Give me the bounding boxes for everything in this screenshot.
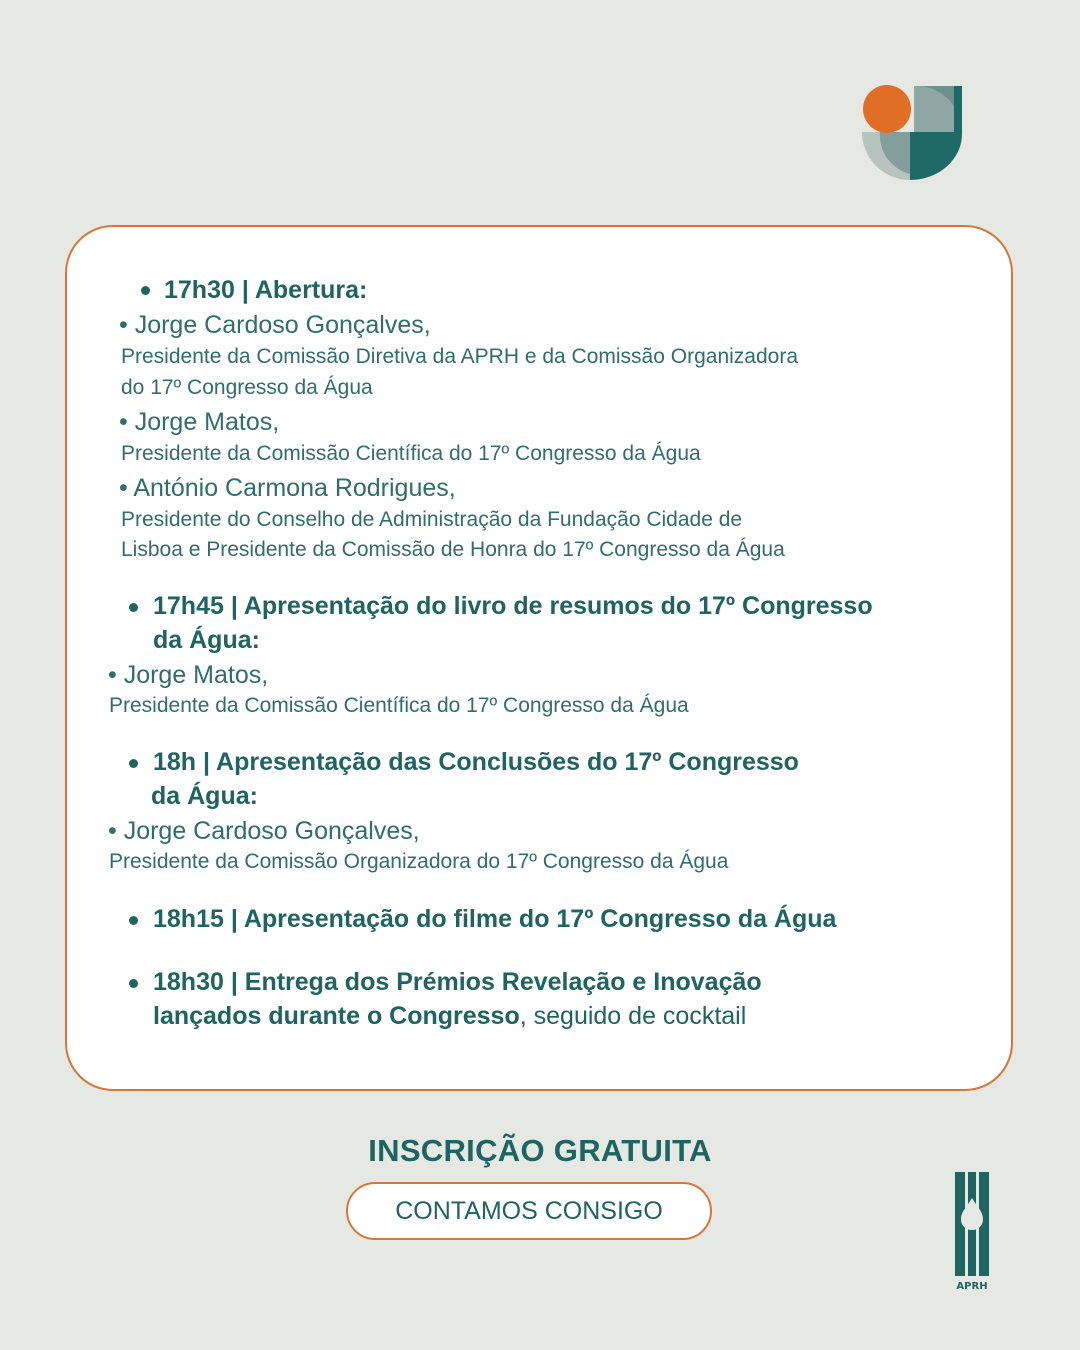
session-5-title-line-2 — [153, 1002, 746, 1031]
session-4-title: 18h15 | Apresentação do filme do 17º Congresso da Água — [153, 905, 837, 933]
session-2-speaker-role: Presidente da Comissão Científica do 17º Congresso da Água — [109, 694, 689, 717]
registration-title: INSCRIÇÃO GRATUITA — [368, 1133, 712, 1168]
session-2-speaker-name: • Jorge Matos, — [108, 661, 269, 689]
bullet-icon — [129, 603, 138, 612]
aprh-logo-text: APRH — [956, 1281, 988, 1292]
bullet-icon — [129, 979, 138, 988]
session-2-title-line-1: 17h45 | Apresentação do livro de resumos do 17º Congresso — [153, 592, 873, 620]
session-1-speaker-2-role: Presidente da Comissão Científica do 17º Congresso da Água — [121, 442, 701, 465]
session-3-title-line-2: da Água: — [151, 782, 258, 810]
session-1-speaker-3-name: • António Carmona Rodrigues, — [119, 474, 456, 502]
bullet-icon — [129, 759, 138, 768]
contamos-consigo-button[interactable]: CONTAMOS CONSIGO — [346, 1182, 712, 1240]
program-card — [65, 225, 1013, 1091]
session-1-speaker-1-role-line-2: do 17º Congresso da Água — [121, 376, 373, 399]
bullet-icon — [129, 916, 138, 925]
session-1-speaker-3-role-line-2: Lisboa e Presidente da Comissão de Honra do 17º Congresso da Água — [121, 538, 785, 561]
session-5-title-line-1: 18h30 | Entrega dos Prémios Revelação e Inovação — [153, 968, 762, 996]
session-1-speaker-1-role-line-1: Presidente da Comissão Diretiva da APRH e da Comissão Organizadora — [121, 345, 798, 368]
bullet-icon — [141, 286, 150, 295]
aprh-logo-icon — [955, 1172, 989, 1294]
session-5-title-bold: lançados durante o Congresso — [153, 1002, 520, 1030]
session-3-speaker-role: Presidente da Comissão Organizadora do 17º Congresso da Água — [109, 850, 729, 873]
session-1-speaker-1-name: • Jorge Cardoso Gonçalves, — [119, 311, 431, 339]
session-5-title-regular: , seguido de cocktail — [519, 1002, 747, 1030]
session-1-title: 17h30 | Abertura: — [164, 276, 368, 304]
congress-logo-icon — [862, 84, 964, 180]
session-1-speaker-2-name: • Jorge Matos, — [119, 408, 280, 436]
session-2-title-line-2: da Água: — [153, 626, 260, 654]
session-3-title-line-1: 18h | Apresentação das Conclusões do 17º Congresso — [153, 748, 799, 776]
session-1-speaker-3-role-line-1: Presidente do Conselho de Administração da Fundação Cidade de — [121, 508, 743, 531]
session-3-speaker-name: • Jorge Cardoso Gonçalves, — [108, 817, 420, 845]
